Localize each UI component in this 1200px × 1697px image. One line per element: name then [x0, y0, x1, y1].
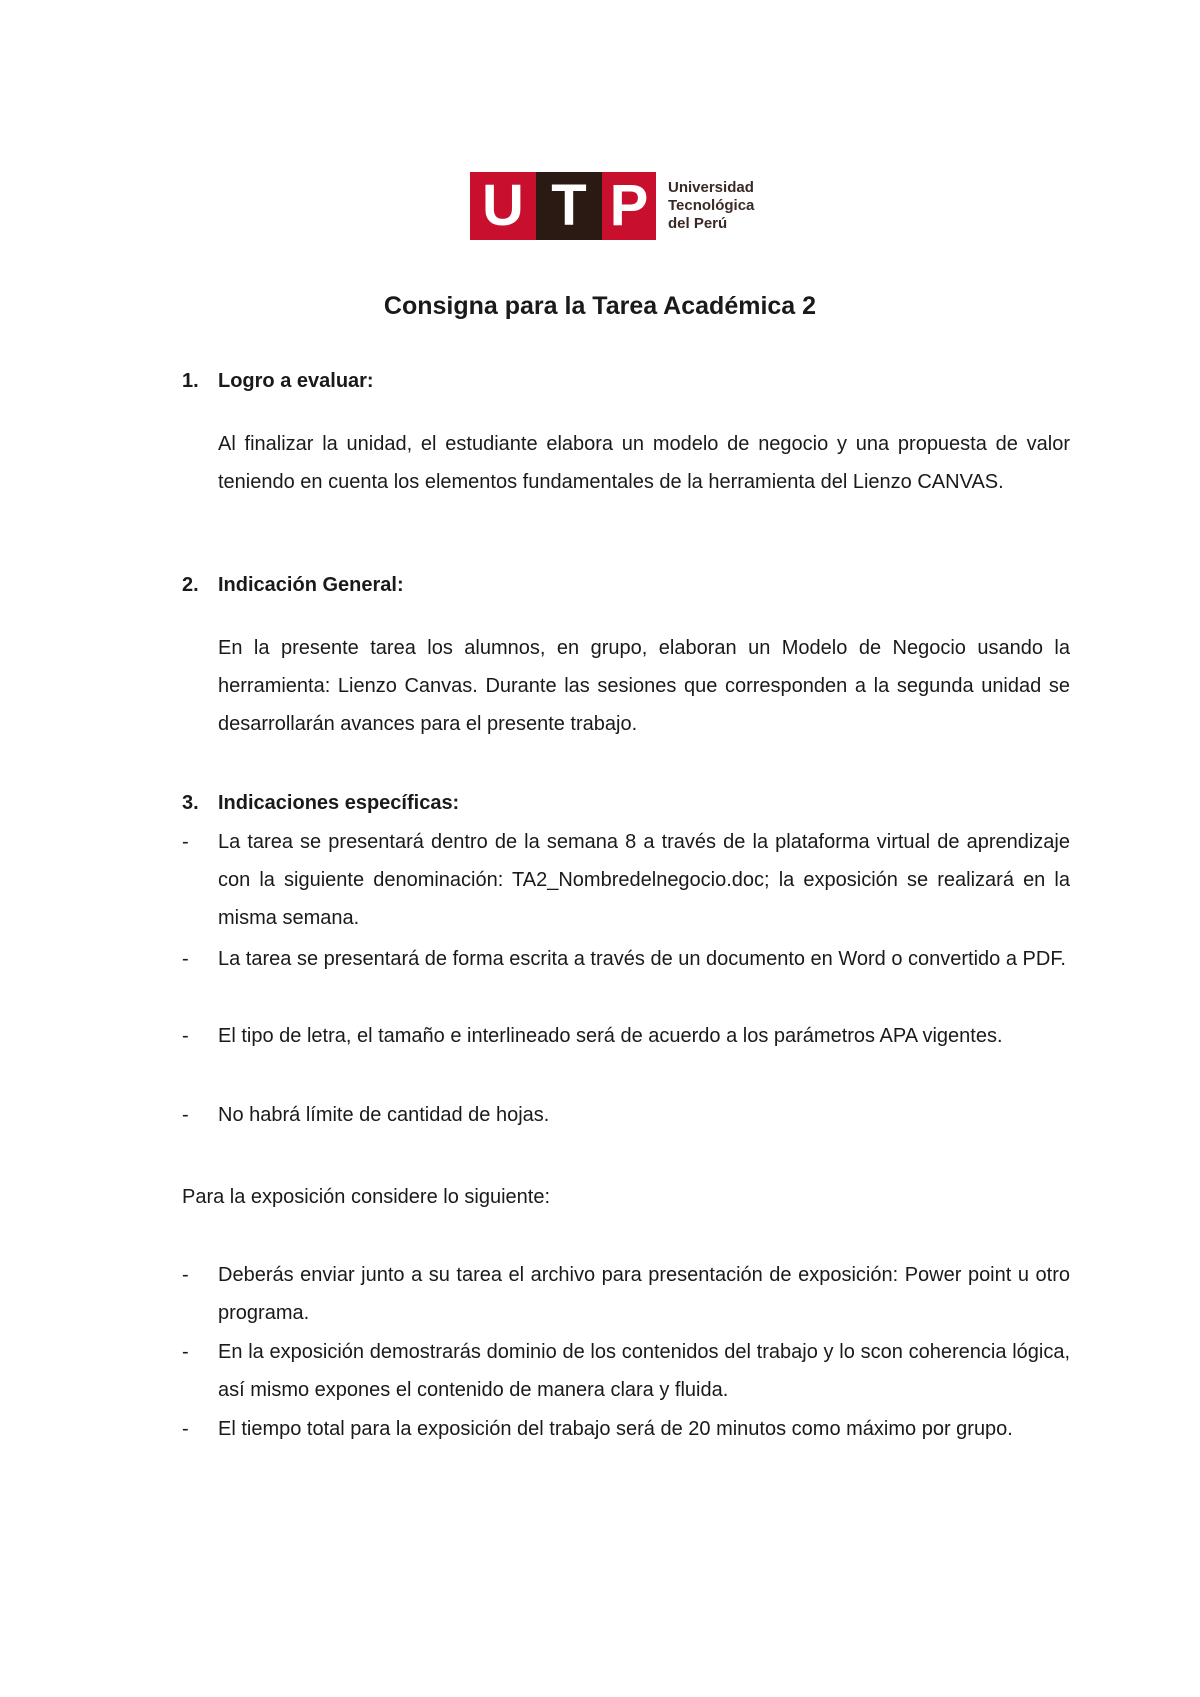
logo-letter-p: P — [602, 172, 656, 240]
section-body-1: Al finalizar la unidad, el estudiante elabora un modelo de negocio y una propuesta de valor teniendo en cuenta los elementos fundamentales de la herramienta del Lienzo CANVAS. — [218, 433, 1070, 493]
bullet-marker: - — [182, 1418, 189, 1440]
logo-name-line: del Perú — [668, 215, 728, 232]
exposition-intro: Para la exposición considere lo siguiente: — [182, 1186, 550, 1208]
list-item — [182, 940, 1070, 978]
section-number: 1. — [182, 370, 199, 392]
section-body-2: En la presente tarea los alumnos, en grupo, elaboran un Modelo de Negocio usando la herramienta: Lienzo Canvas. Durante las sesiones que corresponden a la segunda unidad se desarrollarán avances para el presente trabajo. — [218, 637, 1070, 735]
logo-letters — [470, 172, 656, 240]
logo-letter-t: T — [536, 172, 602, 240]
utp-logo — [470, 172, 754, 240]
logo-name-line: Universidad — [668, 179, 754, 196]
logo-letter-u: U — [470, 172, 536, 240]
section-heading-3 — [182, 792, 459, 815]
section-title: Indicaciones específicas: — [218, 792, 460, 814]
logo-university-name — [668, 179, 754, 233]
section-number: 2. — [182, 574, 199, 596]
bullet-marker: - — [182, 1341, 189, 1363]
list-item-text: No habrá límite de cantidad de hojas. — [218, 1104, 550, 1126]
list-item-text: En la exposición demostrarás dominio de los contenidos del trabajo y lo scon coherencia lógica, así mismo expones el contenido de manera clara y fluida. — [218, 1341, 1070, 1401]
bullet-marker: - — [182, 831, 189, 853]
list-item — [182, 1333, 1070, 1409]
bullet-marker: - — [182, 1104, 189, 1126]
list-item-text: El tipo de letra, el tamaño e interlineado será de acuerdo a los parámetros APA vigentes. — [218, 1025, 1003, 1047]
section-title: Indicación General: — [218, 574, 404, 596]
bullet-marker: - — [182, 1025, 189, 1047]
section-heading-2 — [182, 574, 404, 597]
document-title: Consigna para la Tarea Académica 2 — [383, 292, 817, 320]
list-item-text: La tarea se presentará de forma escrita a través de un documento en Word o convertido a PDF. — [218, 948, 1066, 970]
list-item — [182, 1256, 1070, 1332]
section-heading-1 — [182, 370, 374, 393]
bullet-marker: - — [182, 1264, 189, 1286]
list-item — [182, 823, 1070, 937]
bullet-marker: - — [182, 948, 189, 970]
list-item-text: La tarea se presentará dentro de la semana 8 a través de la plataforma virtual de aprendizaje con la siguiente denominación: TA2_Nombredelnegocio.doc; la exposición se realizará en la misma semana. — [218, 831, 1070, 929]
section-number: 3. — [182, 792, 199, 814]
list-item-text: Deberás enviar junto a su tarea el archivo para presentación de exposición: Power point u otro programa. — [218, 1264, 1070, 1324]
list-item — [182, 1017, 1070, 1055]
list-item — [182, 1410, 1070, 1448]
section-title: Logro a evaluar: — [218, 370, 374, 392]
logo-name-line: Tecnológica — [668, 197, 755, 214]
list-item-text: El tiempo total para la exposición del trabajo será de 20 minutos como máximo por grupo. — [218, 1418, 1013, 1440]
list-item — [182, 1096, 1070, 1134]
